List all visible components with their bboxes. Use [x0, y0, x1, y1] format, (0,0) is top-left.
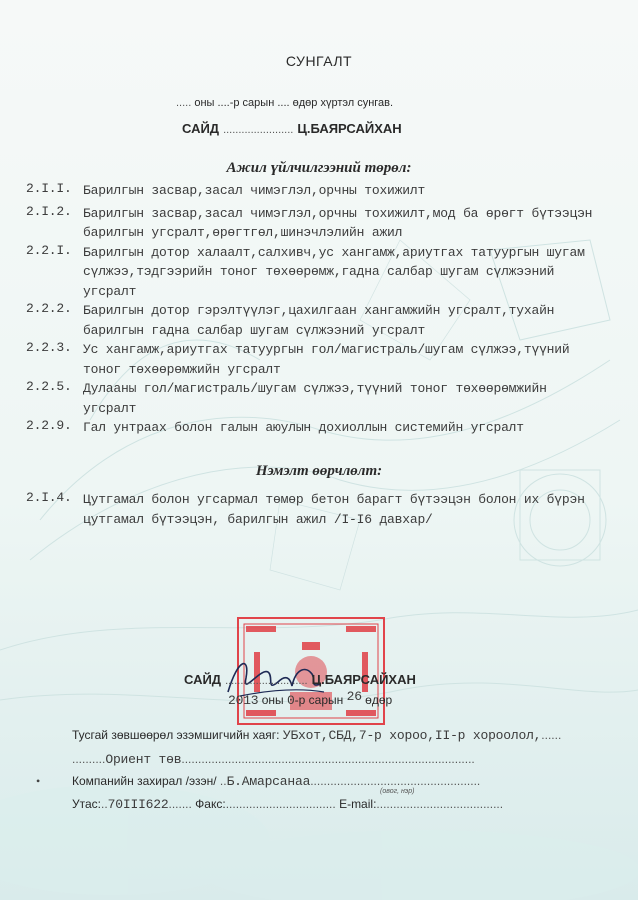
- item-text-line: Ус хангамж,ариутгах татуургын гол/магистраль/шугам сүлжээ,түүний: [83, 342, 570, 357]
- header-signature-line: САЙД ....................... Ц.БАЯРСАЙХАН: [182, 121, 402, 136]
- fax-label: Факс:: [195, 797, 226, 811]
- holder-address-row-2: ..........Ориент төв........................................................................................: [72, 752, 475, 767]
- item-text: [83, 340, 613, 379]
- extension-prefix: .....: [176, 97, 192, 109]
- header-signer-role: САЙД: [182, 121, 220, 136]
- contact-row: Утас:..70III622....... Факс:................................. E-mail:......................................: [72, 797, 504, 812]
- phone-label: Утас:: [72, 797, 101, 811]
- director-note: (овог, нэр): [380, 788, 415, 795]
- extension-text: оны ....-р сарын .... өдөр хүртэл сунгав.: [194, 97, 394, 109]
- signer-role: САЙД: [184, 672, 222, 687]
- item-text: [83, 418, 613, 438]
- signature-line: САЙД ........................... Ц.БАЯРСАЙХАН: [184, 672, 416, 687]
- director-row: Компанийн захирал /эзэн/ ..Б.Амарсанаа...................................................: [72, 774, 481, 789]
- director-label: Компанийн захирал /эзэн/: [72, 774, 217, 788]
- item-number: 2.2.9.: [26, 418, 72, 433]
- address-label: Тусгай зөвшөөрөл эзэмшигчийн хаяг:: [72, 728, 280, 742]
- extension-line: [176, 97, 393, 109]
- item-text: [83, 379, 613, 418]
- margin-dot: •: [36, 774, 41, 788]
- header-signer-name: Ц.БАЯРСАЙХАН: [297, 121, 402, 136]
- item-text-line: барилгын гадна салбар шугам сүлжээний угсралт: [83, 322, 426, 338]
- item-number: 2.2.5.: [26, 379, 72, 394]
- item-number: 2.I.4.: [26, 490, 72, 505]
- item-text: [83, 490, 613, 529]
- signer-name: Ц.БАЯРСАЙХАН: [311, 672, 416, 687]
- date-month: 0: [287, 693, 295, 708]
- item-text-line: сүлжээ,тэдгээрийн тоног төхөөрөмж,гадна салбар шугам сүлжээний: [83, 264, 555, 279]
- item-text-line: барилгын угсралт,өрөгтгөл,шинэчлэлийн ажил: [83, 225, 403, 240]
- address-line1: УБхот,СБД,7-р хороо,II-р хороолол,: [282, 728, 542, 743]
- item-text-line: Барилгын дотор гэрэлтүүлэг,цахилгаан хангамжийн угсралт,тухайн: [83, 303, 555, 318]
- phone-value: 70III622: [107, 797, 169, 812]
- item-number: 2.2.3.: [26, 340, 72, 355]
- item-text-line: Барилгын дотор халаалт,салхивч,ус хангамж,ариутгах татуургын шугам: [83, 244, 585, 260]
- item-number: 2.2.I.: [26, 242, 72, 258]
- signature-date: [228, 689, 393, 708]
- item-text: [83, 301, 613, 340]
- item-text-line: Барилгын засвар,засал чимэглэл,орчны тохижилт: [83, 183, 426, 198]
- item-text-line: угсралт: [83, 400, 137, 416]
- email-label: E-mail:: [339, 797, 377, 811]
- item-text-line: тоног төхөөрөмжийн угсралт: [83, 361, 281, 377]
- item-number: 2.2.2.: [26, 301, 72, 316]
- date-year: 2013: [228, 693, 259, 708]
- item-text-line: Цутгамал болон угсармал төмөр бетон барагт бүтээцэн болон их бүрэн: [83, 492, 585, 507]
- amendment-heading: Нэмэлт өөрчлөлт:: [255, 463, 383, 479]
- item-text-line: цутгамал бүтээцэн, барилгын ажил /I-I6 давхар/: [83, 511, 433, 527]
- item-text-line: Дулааны гол/магистраль/шугам сүлжээ,түүний тоног төхөөрөмжийн: [83, 381, 547, 396]
- date-day: 26: [346, 689, 362, 704]
- date-year-suffix: оны: [261, 693, 284, 707]
- item-number: 2.I.2.: [26, 203, 72, 219]
- item-text-line: Барилгын засвар,засал чимэглэл,орчны тохижилт,мод ба өрөгт бүтээцэн: [83, 205, 593, 221]
- item-text: [83, 204, 613, 243]
- work-types-heading: Ажил үйлчилгээний төрөл:: [226, 160, 412, 176]
- date-day-suffix: өдөр: [365, 693, 393, 707]
- date-month-suffix: -р сарын: [294, 693, 344, 707]
- item-text: [83, 181, 613, 201]
- director-value: Б.Амарсанаа: [226, 774, 311, 789]
- item-text: [83, 243, 613, 302]
- item-text-line: угсралт: [83, 283, 137, 299]
- item-text-line: Гал унтраах болон галын аюулын дохиоллын системийн угсралт: [83, 420, 524, 435]
- address-line2: Ориент төв: [105, 752, 182, 767]
- holder-address-row: Тусгай зөвшөөрөл эзэмшигчийн хаяг: УБхот,СБД,7-р хороо,II-р хороолол,......: [72, 728, 562, 743]
- item-number: 2.I.I.: [26, 181, 72, 196]
- document-title: СУНГАЛТ: [285, 53, 353, 69]
